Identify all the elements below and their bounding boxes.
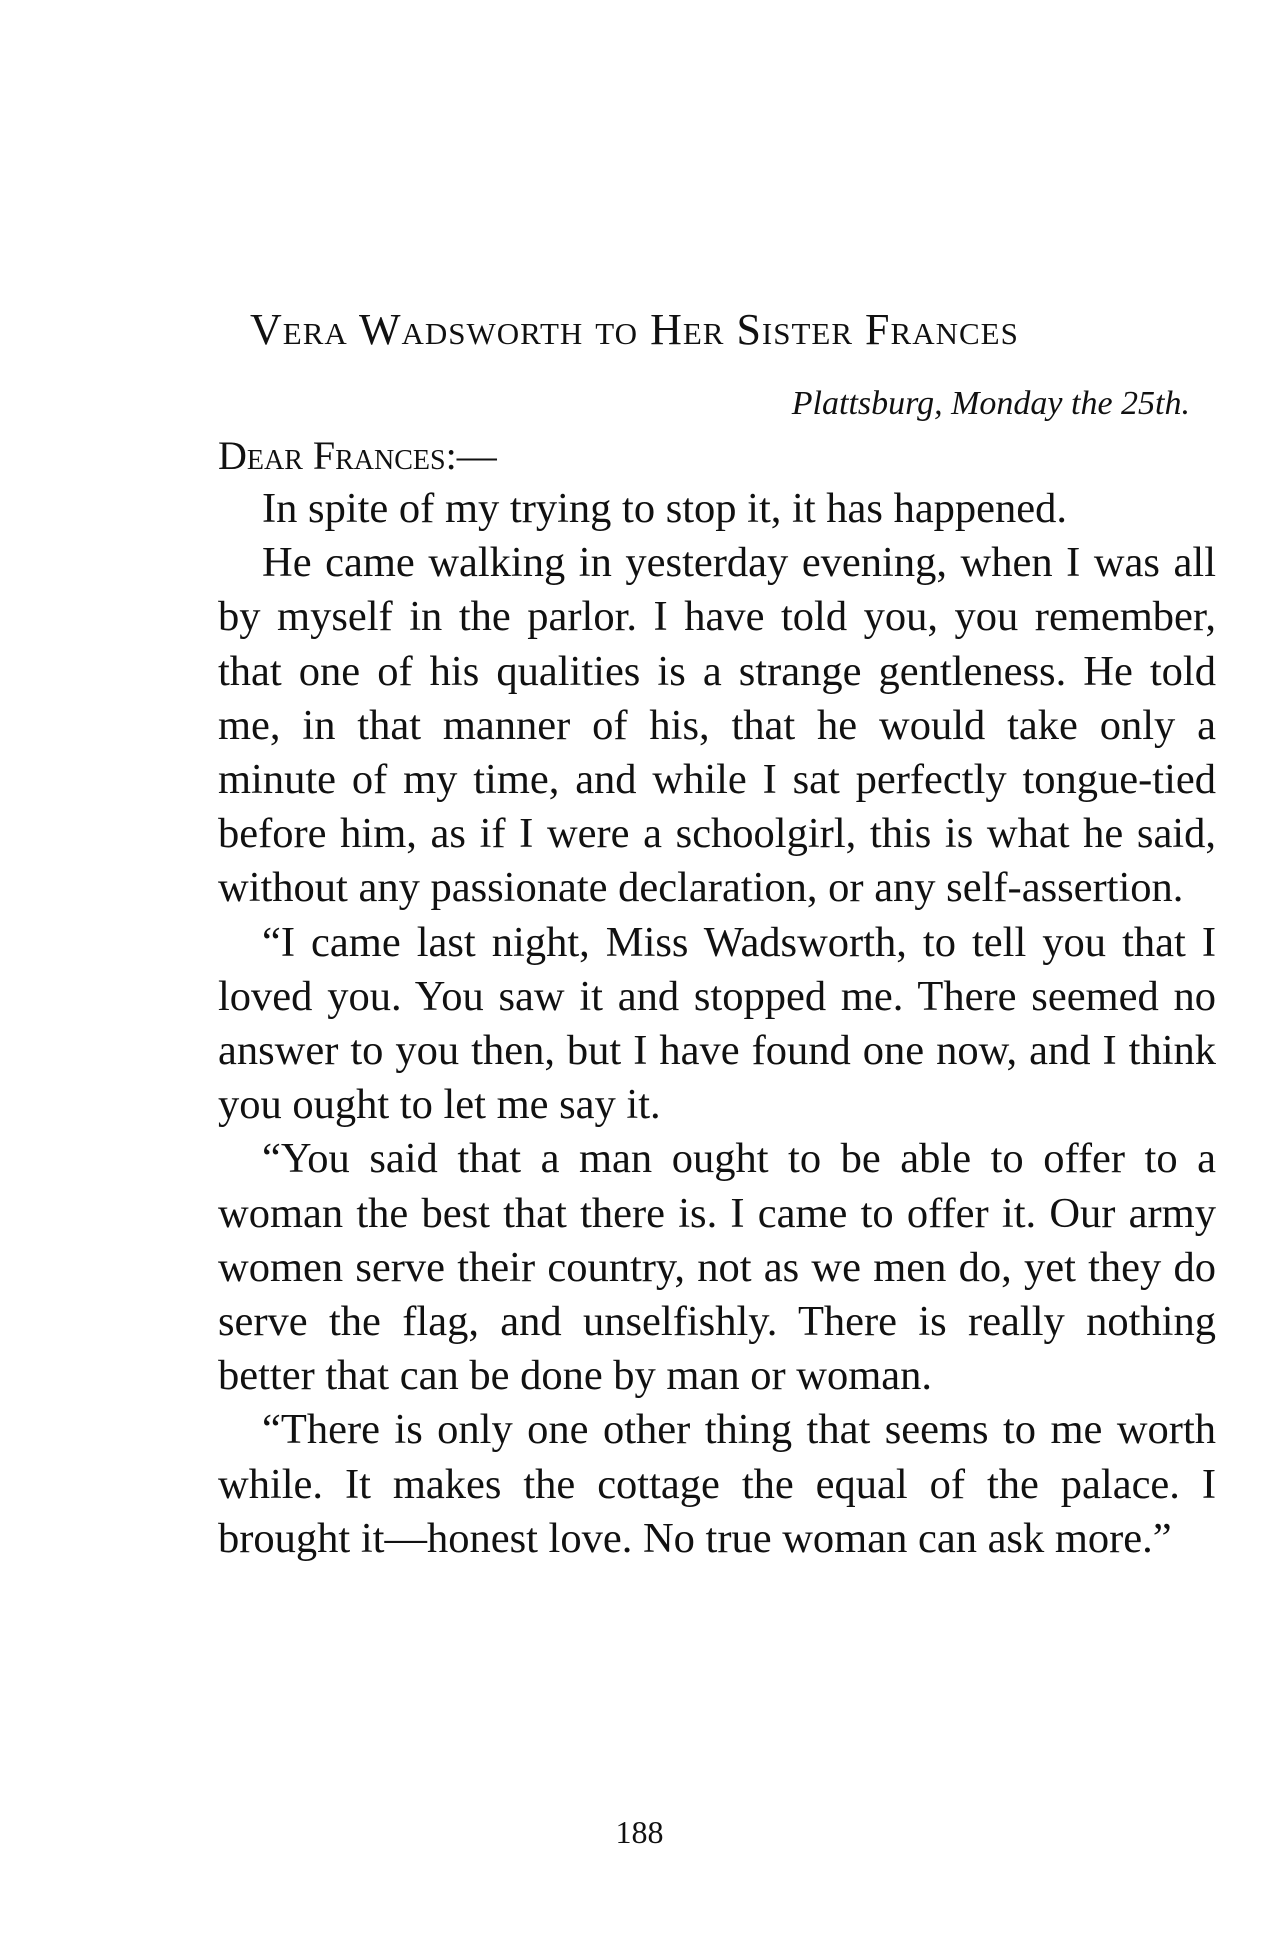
letter-heading: Vera Wadsworth to Her Sister Frances xyxy=(250,305,1019,354)
page-number: 188 xyxy=(615,1814,664,1850)
paragraph: “There is only one other thing that seems to me worth while. It makes the cottage the equal of the palace. I brought it—honest love. No true woman can ask more.” xyxy=(218,1406,1216,1562)
paragraph: “You said that a man ought to be able to offer to a woman the best that there is. I came to offer it. Our army women serve their country, not as we men do, yet they do serve the flag, and unselfishly. There is really nothing better that can be done by man or woman. xyxy=(218,1135,1216,1400)
letter-dateline: Plattsburg, Monday the 25th. xyxy=(791,385,1190,422)
paragraph: He came walking in yesterday evening, when I was all by myself in the parlor. I have told you, you remember, that one of his qualities is a strange gentleness. He told me, in that manner of his, that he would take only a minute of my time, and while I sat perfectly tongue-tied before him, as if I were a schoolgirl, this is what he said, without any passionate declaration, or any self-assertion. xyxy=(218,539,1216,912)
paragraph: “I came last night, Miss Wadsworth, to tell you that I loved you. You saw it and stopped me. There seemed no answer to you then, but I have found one now, and I think you ought to let me say it. xyxy=(218,918,1216,1129)
paragraph: In spite of my trying to stop it, it has happened. xyxy=(262,485,1068,532)
letter-salutation: Dear Frances:— xyxy=(218,433,497,478)
letter-body xyxy=(218,482,1216,1566)
